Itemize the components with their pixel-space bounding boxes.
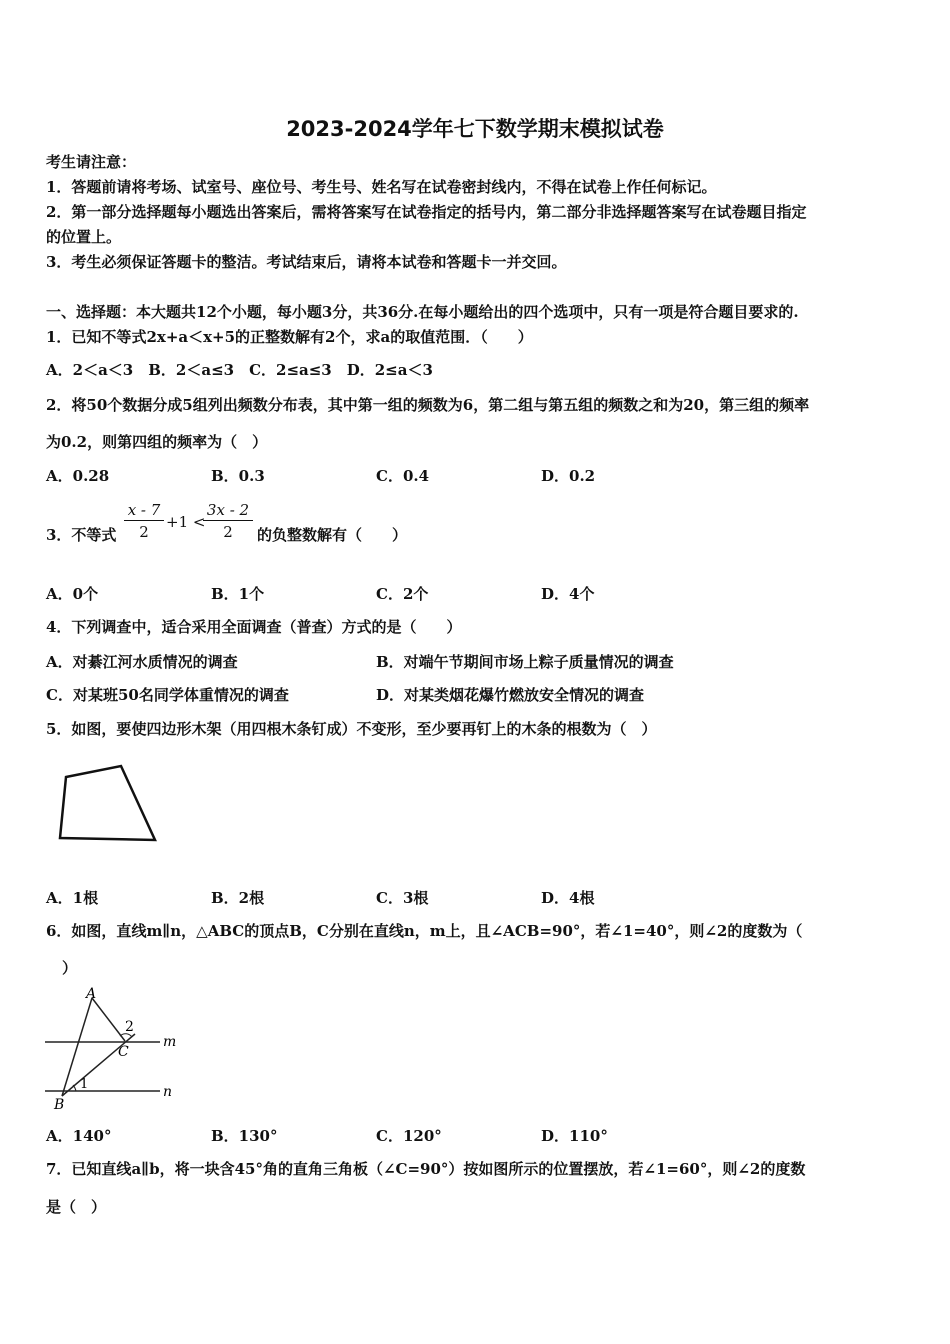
fraction-1-denominator: 2	[139, 523, 149, 541]
question-6-option-b: B．130°	[211, 1127, 278, 1145]
question-6-option-a: A．140°	[46, 1127, 112, 1145]
parallel-lines-figure	[40, 984, 190, 1114]
notice-item: 3．考生必须保证答题卡的整洁。考试结束后，请将本试卷和答题卡一并交回。	[46, 253, 567, 271]
question-4-stem: 4．下列调查中，适合采用全面调查（普查）方式的是（ ）	[46, 618, 462, 636]
label-a: A	[86, 986, 97, 1002]
question-4-option-d: D．对某类烟花爆竹燃放安全情况的调查	[376, 686, 645, 704]
question-6-option-c: C．120°	[376, 1127, 442, 1145]
question-2-stem-cont: 为0.2，则第四组的频率为（ ）	[46, 433, 268, 451]
notice-item: 1．答题前请将考场、试室号、座位号、考生号、姓名写在试卷密封线内，不得在试卷上作任何标记。	[46, 178, 717, 196]
notice-item: 的位置上。	[46, 228, 122, 246]
quadrilateral-figure	[52, 760, 162, 846]
question-5-option-a: A．1根	[46, 889, 99, 907]
question-3-prefix: 3．不等式	[46, 526, 117, 544]
question-3-option-c: C．2个	[376, 585, 429, 603]
question-6-option-d: D．110°	[541, 1127, 608, 1145]
fraction-1-numerator: x - 7	[124, 500, 164, 521]
question-1-options: A．2＜a＜3 B．2＜a≤3 C．2≤a≤3 D．2≤a＜3	[46, 361, 433, 379]
question-6-stem-cont: ）	[62, 959, 78, 977]
label-m: m	[163, 1034, 177, 1050]
question-3-option-d: D．4个	[541, 585, 595, 603]
question-2-option-a: A．0.28	[46, 467, 110, 485]
segment-ac	[92, 998, 125, 1041]
question-4-option-a: A．对綦江河水质情况的调查	[46, 653, 238, 671]
question-5-option-d: D．4根	[541, 889, 595, 907]
page-title: 2023-2024学年七下数学期末模拟试卷	[286, 117, 664, 141]
fraction-2-numerator: 3x - 2	[203, 500, 253, 521]
question-5-option-b: B．2根	[211, 889, 265, 907]
label-1: 1	[80, 1077, 89, 1092]
question-1-stem: 1．已知不等式2x+a＜x+5的正整数解有2个，求a的取值范围．（ ）	[46, 328, 533, 346]
question-6-stem: 6．如图，直线m∥n，△ABC的顶点B，C分别在直线n，m上，且∠ACB=90°，若∠1=40°，则∠2的度数为（	[46, 922, 803, 940]
question-2-stem: 2．将50个数据分成5组列出频数分布表，其中第一组的频数为6，第二组与第五组的频数之和为20，第三组的频率	[46, 396, 810, 414]
label-2: 2	[125, 1019, 134, 1035]
notice-item: 2．第一部分选择题每小题选出答案后，需将答案写在试卷指定的括号内，第二部分非选择题答案写在试卷题目指定	[46, 203, 807, 221]
question-7-stem-cont: 是（ ）	[46, 1198, 107, 1216]
question-4-option-c: C．对某班50名同学体重情况的调查	[46, 686, 289, 704]
label-b: B	[54, 1097, 65, 1113]
quadrilateral-shape	[60, 766, 155, 840]
fraction-2	[203, 500, 253, 543]
label-n: n	[163, 1084, 173, 1100]
inequality-middle: +1 <	[166, 513, 206, 531]
question-3-option-a: A．0个	[46, 585, 99, 603]
question-3-suffix: 的负整数解有（ ）	[257, 526, 408, 544]
fraction-1	[124, 500, 164, 543]
question-7-stem: 7．已知直线a∥b，将一块含45°角的直角三角板（∠C=90°）按如图所示的位置摆放，若∠1=60°，则∠2的度数	[46, 1160, 806, 1178]
fraction-2-denominator: 2	[223, 523, 233, 541]
question-2-option-c: C．0.4	[376, 467, 430, 485]
label-c: C	[118, 1044, 129, 1060]
question-2-option-d: D．0.2	[541, 467, 596, 485]
question-2-option-b: B．0.3	[211, 467, 265, 485]
question-5-option-c: C．3根	[376, 889, 429, 907]
question-3-option-b: B．1个	[211, 585, 265, 603]
question-4-option-b: B．对端午节期间市场上粽子质量情况的调查	[376, 653, 674, 671]
question-5-stem: 5．如图，要使四边形木架（用四根木条钉成）不变形，至少要再钉上的木条的根数为（ ）	[46, 720, 657, 738]
notice-heading: 考生请注意：	[46, 153, 137, 171]
section-heading: 一、选择题：本大题共12个小题，每小题3分，共36分.在每小题给出的四个选项中，只有一项是符合题目要求的.	[46, 303, 799, 321]
